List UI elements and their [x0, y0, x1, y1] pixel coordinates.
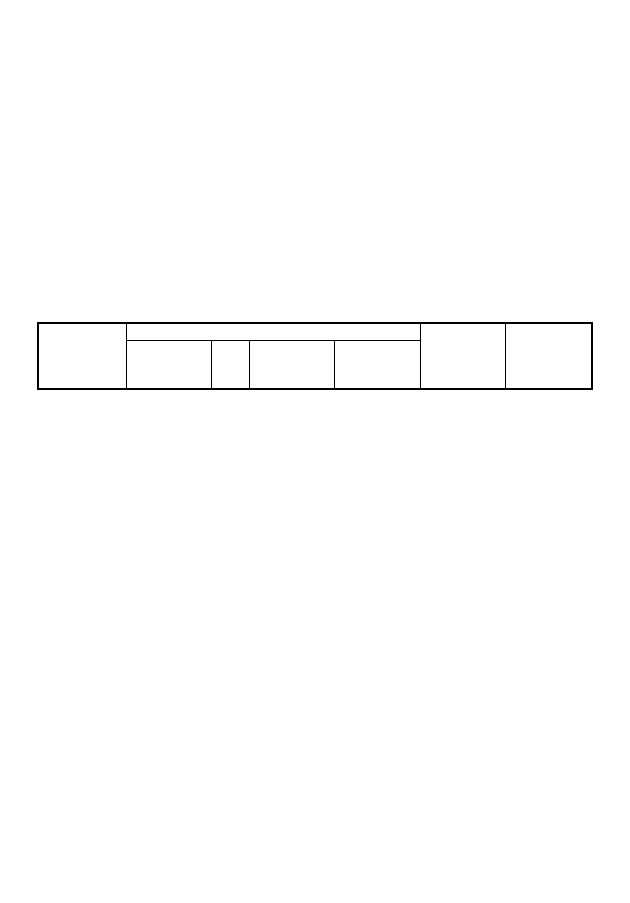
breakdown-table	[37, 322, 593, 390]
header-claim	[505, 323, 592, 389]
header-group	[127, 323, 421, 341]
header-days	[211, 341, 250, 389]
header-paid-a	[127, 341, 211, 389]
header-target-b	[250, 341, 334, 389]
header-paid-d	[421, 323, 505, 389]
notes-section6	[38, 640, 598, 740]
header-month	[38, 323, 127, 389]
note-2	[38, 240, 598, 280]
header-lower-c	[334, 341, 420, 389]
